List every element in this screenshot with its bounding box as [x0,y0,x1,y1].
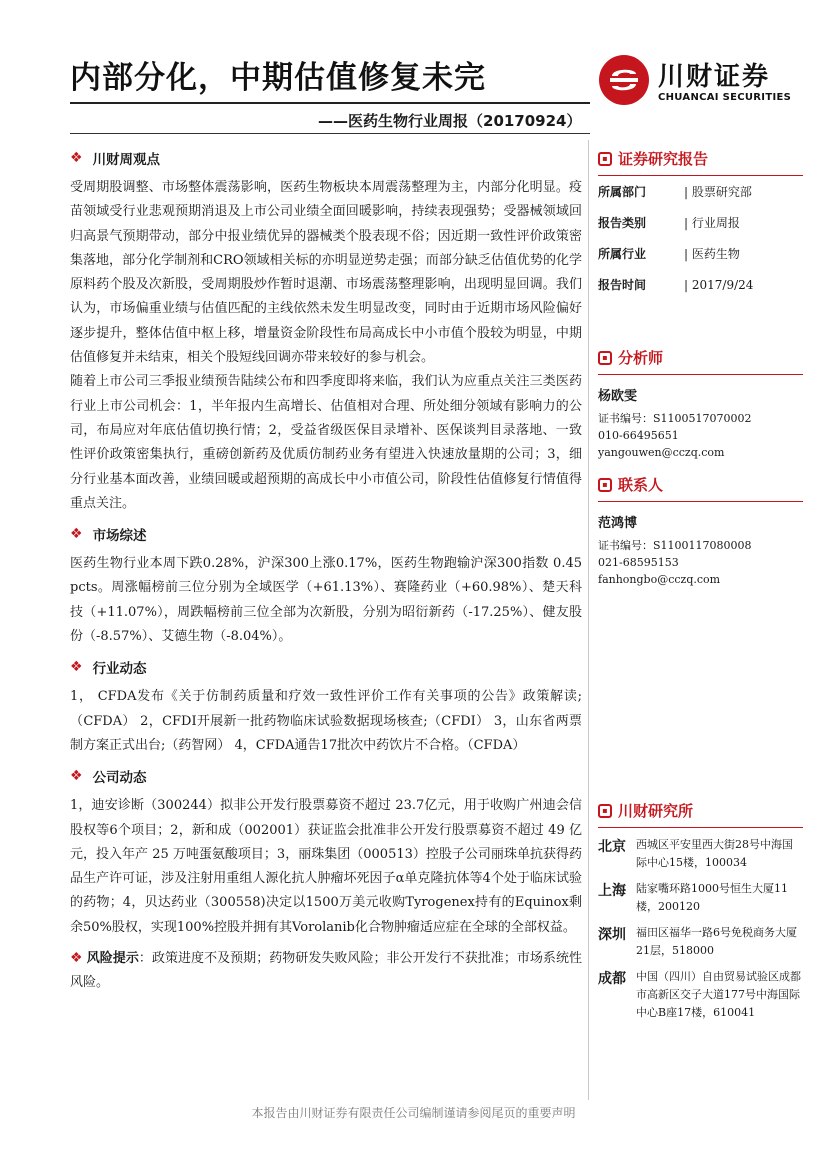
meta-value: | 行业周报 [684,216,740,230]
office-address: 中国（四川）自由贸易试验区成都市高新区交子大道177号中海国际中心B座17楼，610041 [636,970,801,1019]
meta-row-date [598,269,803,300]
office-shanghai [598,880,803,916]
company-logo [598,54,798,110]
contact-section-icon: ▪ [598,478,612,492]
meta-value: | 股票研究部 [684,185,752,199]
views-paragraph-2: 随着上市公司三季报业绩预告陆续公布和四季度即将来临，我们认为应重点关注三类医药行业上市公司机会：1，半年报内生高增长、估值相对合理、所处细分领域有影响力的公司，布局应对年底估值切换行情；2，受益省级医保目录增补、医保谈判目录落地、一致性评价政策密集执行，重磅创新药及优质仿制药业务有望进入快速放量期的公司；3，细分行业基本面改善，业绩回暖或超预期的高成长中小市值公司，阶段性估值修复行情值得重点关注。 [70,374,582,511]
subtitle-divider [70,133,590,134]
contact-name: 范鸿博 [598,516,638,531]
section-heading-market [70,516,582,552]
chuancai-logo-icon [598,54,650,106]
office-shenzhen [598,924,803,960]
report-info-heading [598,148,803,169]
office-beijing [598,836,803,872]
risk-paragraph [70,946,582,996]
report-info-panel [598,148,803,300]
report-subtitle: ——医药生物行业周报（20170924） [318,112,582,130]
analyst-phone: 010-66495651 [598,429,679,442]
section-heading-industry [70,649,582,685]
report-title: 内部分化，中期估值修复未完 [70,60,486,96]
report-section-icon: ▪ [598,152,612,166]
meta-key: 报告类别 [598,216,647,230]
office-address: 西城区平安里西大街28号中海国际中心15楼，100034 [636,838,793,869]
diamond-bullet-icon: ❖ [70,150,83,166]
report-info-heading-text: 证券研究报告 [618,150,709,168]
footer-disclaimer: 本报告由川财证券有限责任公司编制谨请参阅尾页的重要声明 [251,1106,576,1120]
section-heading-views [70,140,582,176]
meta-value: | 医药生物 [684,247,740,261]
section-heading-company [70,758,582,794]
institute-panel [598,800,803,1030]
analyst-name: 杨欧雯 [598,389,638,404]
diamond-bullet-icon: ❖ [70,950,83,967]
section-heading-text: 公司动态 [92,770,147,787]
analyst-email[interactable]: yangouwen@cczq.com [598,446,725,459]
diamond-bullet-icon: ❖ [70,659,83,676]
diamond-bullet-icon: ❖ [70,526,83,543]
institute-heading [598,800,803,821]
market-paragraph: 医药生物行业本周下跌0.28%，沪深300上涨0.17%，医药生物跑输沪深300指数 0.45 pcts。周涨幅榜前三位分别为全域医学（+61.13%）、赛隆药业（+60.98%）、楚天科技（+11.07%），周跌幅榜前三位全部为次新股，分别为昭衍新药（-17.25%）、健友股份（-8.57%）、艾德生物（-8.04%）。 [70,556,582,645]
contact-heading [598,474,803,495]
industry-paragraph: 1， CFDA发布《关于仿制药质量和疗效一致性评价工作有关事项的公告》政策解读;（CFDA） 2，CFDI开展新一批药物临床试验数据现场核查;（CFDI） 3，山东省两票制方案正式出台;（药智网） 4，CFDA通告17批次中药饮片不合格。（CFDA） [70,689,582,753]
office-address: 陆家嘴环路1000号恒生大厦11楼，200120 [636,882,788,913]
meta-row-industry [598,238,803,269]
office-city: 上海 [598,883,626,899]
diamond-bullet-icon: ❖ [70,768,83,785]
analyst-panel [598,347,803,461]
contact-cert: 证书编号：S1100117080008 [598,539,752,552]
risk-text: ：政策进度不及预期；药物研发失败风险；非公开发行不获批准；市场系统性风险。 [70,951,582,991]
section-heading-text: 川财周观点 [92,152,161,168]
institute-section-icon: ▪ [598,804,612,818]
analyst-heading-text: 分析师 [618,349,664,367]
logo-english-name: CHUANCAI SECURITIES [658,92,792,103]
main-content [70,140,582,996]
section-heading-text: 行业动态 [92,661,147,678]
column-divider [588,140,589,1100]
meta-row-department [598,176,803,207]
logo-name: 川财证券 [658,62,771,92]
analyst-section-icon: ▪ [598,351,612,365]
risk-heading: 风险提示 [86,951,139,967]
meta-value: | 2017/9/24 [684,277,754,292]
section-heading-text: 市场综述 [92,528,147,545]
office-city: 成都 [598,971,626,987]
meta-key: 报告时间 [598,278,647,292]
contact-panel [598,474,803,588]
company-paragraph: 1，迪安诊断（300244）拟非公开发行股票募资不超过 23.7亿元，用于收购广州迪会信股权等6个项目；2，新和成（002001）获证监会批准非公开发行股票募资不超过 49 亿元，投入年产 25 万吨蛋氨酸项目；3，丽珠集团（000513）控股子公司丽珠单抗获得药品生产许可证，涉及注射用重组人源化抗人肿瘤坏死因子α单克隆抗体等4个处于临床试验的药物；4，贝达药业（300558)决定以1500万美元收购Tyrogenex持有的Equinox剩余50%股权，实现100%控股并拥有其Vorolanib化合物肿瘤适应症在全球的全部权益。 [70,798,582,935]
office-address: 福田区福华一路6号免税商务大厦21层，518000 [636,926,797,957]
institute-heading-text: 川财研究所 [618,802,694,820]
office-city: 深圳 [598,927,626,943]
meta-key: 所属行业 [598,247,647,261]
contact-heading-text: 联系人 [618,476,664,494]
meta-key: 所属部门 [598,185,647,199]
views-paragraph-1: 受周期股调整、市场整体震荡影响，医药生物板块本周震荡整理为主，内部分化明显。疫苗领域受行业悲观预期消退及上市公司业绩全面回暖影响，持续表现强势；受器械领域回归高景气预期带动，部分中报业绩优异的器械类个股表现不俗；因近期一致性评价政策密集落地，部分化学制剂和CRO领域相关标的亦明显逆势走强；而部分缺乏估值优势的化学原料药个股及次新股，受周期股炒作暂时退潮、市场震荡整理影响，出现明显回调。我们认为，市场偏重业绩与估值匹配的主线依然未发生明显改变，同时由于近期市场风险偏好逐步提升，整体估值中枢上移，增量资金阶段性布局高成长中小市值个股较为明显，中期估值修复并未结束，相关个股短线回调亦带来较好的参与机会。 [70,180,582,366]
contact-phone: 021-68595153 [598,556,679,569]
office-city: 北京 [598,839,626,855]
contact-email[interactable]: fanhongbo@cczq.com [598,573,721,586]
analyst-cert: 证书编号：S1100517070002 [598,412,752,425]
title-divider [70,102,590,104]
analyst-heading [598,347,803,368]
office-chengdu [598,968,803,1022]
meta-row-category [598,207,803,238]
